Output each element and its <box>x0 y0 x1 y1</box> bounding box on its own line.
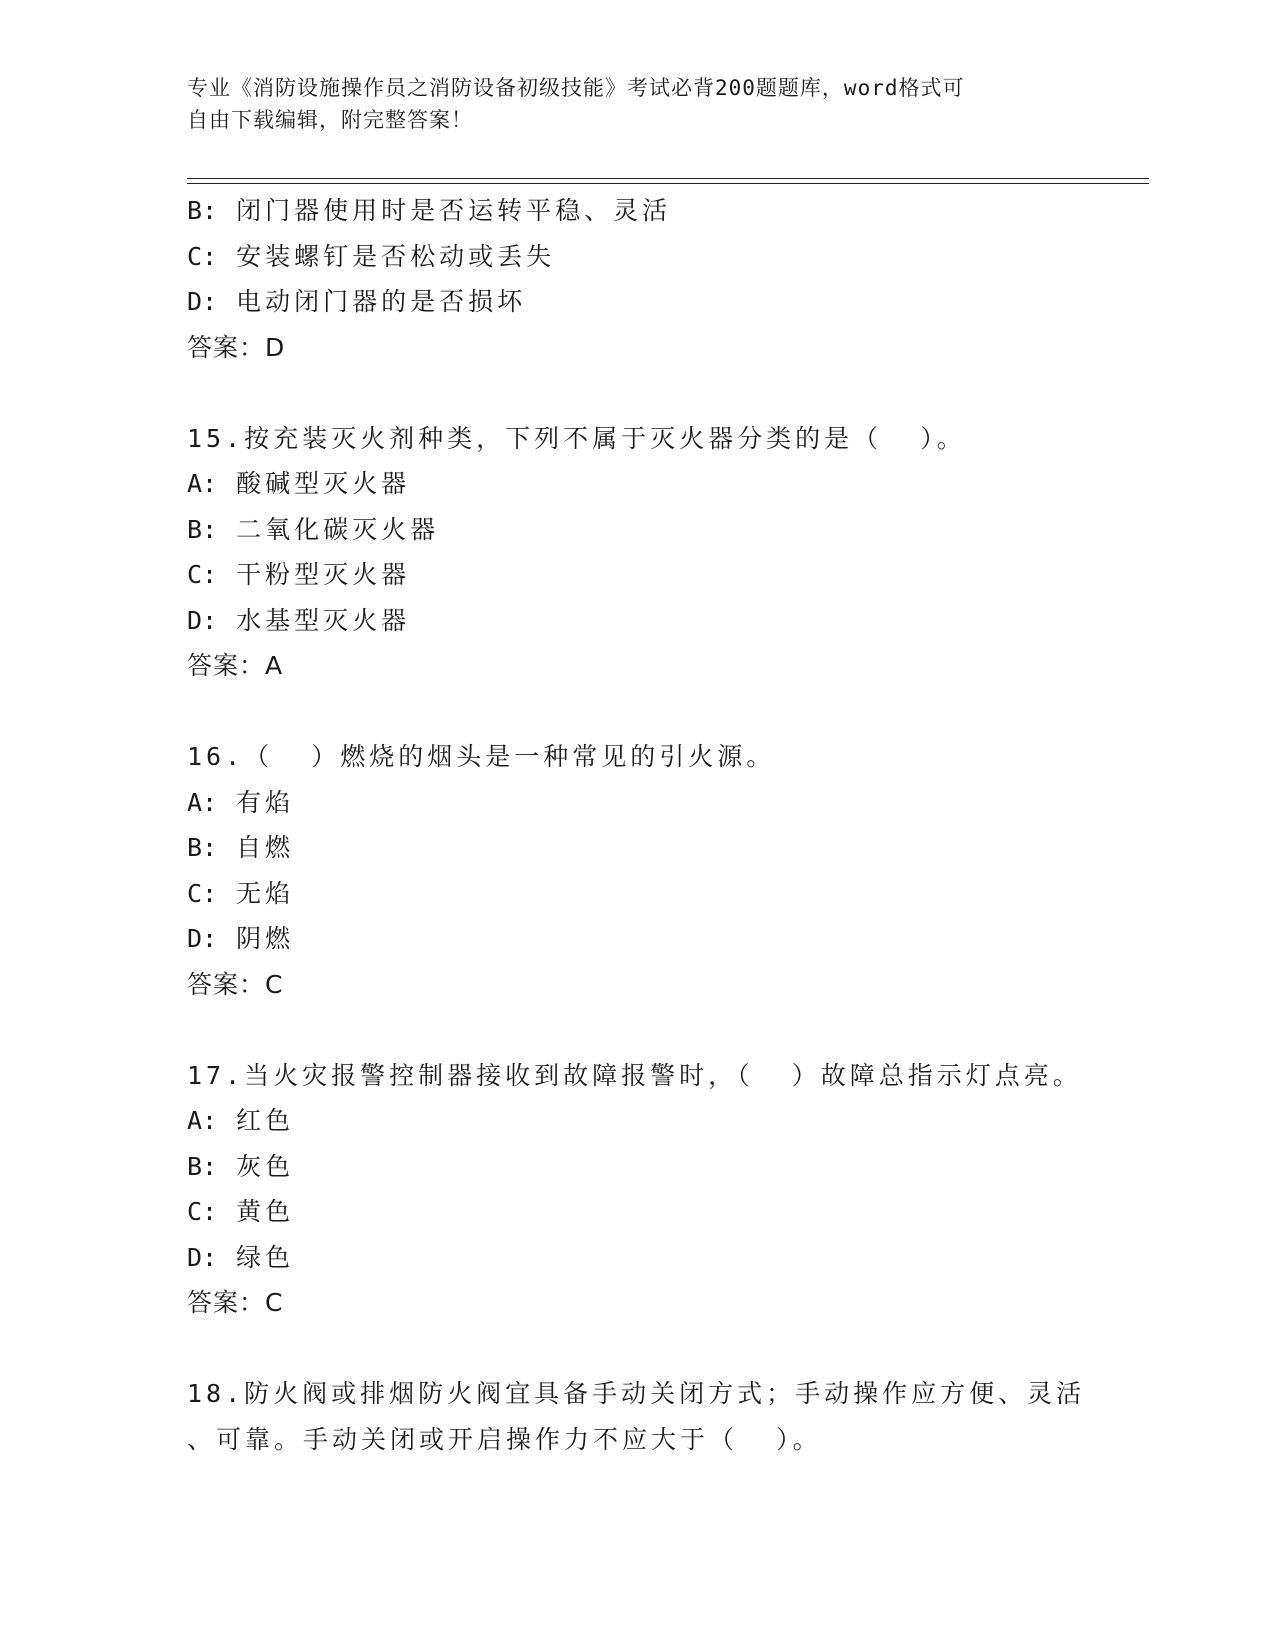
question-stem-line-1: 18.防火阀或排烟防火阀宜具备手动关闭方式；手动操作应方便、灵活 <box>187 1379 1086 1408</box>
question-stem: 17.当火灾报警控制器接收到故障报警时，（ ）故障总指示灯点亮。 <box>187 1060 1082 1090</box>
question-stem: 15.按充装灭火剂种类，下列不属于灭火器分类的是（ ）。 <box>187 423 966 453</box>
answer-line: 答案：C <box>187 969 284 999</box>
option-c: C: 干粉型灭火器 <box>187 560 411 589</box>
option-c: C: 黄色 <box>187 1197 295 1226</box>
spacer <box>187 1007 1087 1053</box>
question-list <box>187 188 1087 1462</box>
question-14-continued <box>187 188 1087 370</box>
question-15 <box>187 416 1087 689</box>
answer-line: 答案：A <box>187 651 284 680</box>
option-d: D: 绿色 <box>187 1242 295 1272</box>
option-d: D: 阴燃 <box>187 924 295 953</box>
option-c: C: 安装螺钉是否松动或丢失 <box>187 241 556 271</box>
option-b: B: 二氧化碳灭火器 <box>187 514 440 544</box>
spacer <box>187 370 1087 416</box>
header-divider-bottom <box>187 183 1149 184</box>
option-a: A: 有焰 <box>187 787 295 817</box>
option-d: D: 水基型灭火器 <box>187 605 411 635</box>
option-b: B: 自燃 <box>187 833 295 862</box>
header-divider-top <box>187 178 1149 179</box>
spacer <box>187 1326 1087 1372</box>
document-header <box>187 72 1067 136</box>
option-c: C: 无焰 <box>187 878 295 908</box>
answer-line: 答案：D <box>187 332 286 362</box>
header-line-2: 自由下载编辑，附完整答案！ <box>187 108 473 132</box>
question-stem: 16.（ ）燃烧的烟头是一种常见的引火源。 <box>187 742 776 771</box>
question-16 <box>187 734 1087 1007</box>
header-line-1: 专业《消防设施操作员之消防设备初级技能》考试必背200题题库，word格式可 <box>187 76 965 100</box>
question-stem-line-2: 、可靠。手动关闭或开启操作力不应大于（ ）。 <box>187 1424 822 1454</box>
option-b: B: 灰色 <box>187 1151 295 1181</box>
answer-line: 答案：C <box>187 1288 284 1317</box>
question-18 <box>187 1371 1087 1462</box>
question-17 <box>187 1053 1087 1326</box>
option-b: B: 闭门器使用时是否运转平稳、灵活 <box>187 196 672 225</box>
option-d: D: 电动闭门器的是否损坏 <box>187 287 527 316</box>
spacer <box>187 689 1087 735</box>
option-a: A: 红色 <box>187 1106 295 1135</box>
option-a: A: 酸碱型灭火器 <box>187 469 411 498</box>
